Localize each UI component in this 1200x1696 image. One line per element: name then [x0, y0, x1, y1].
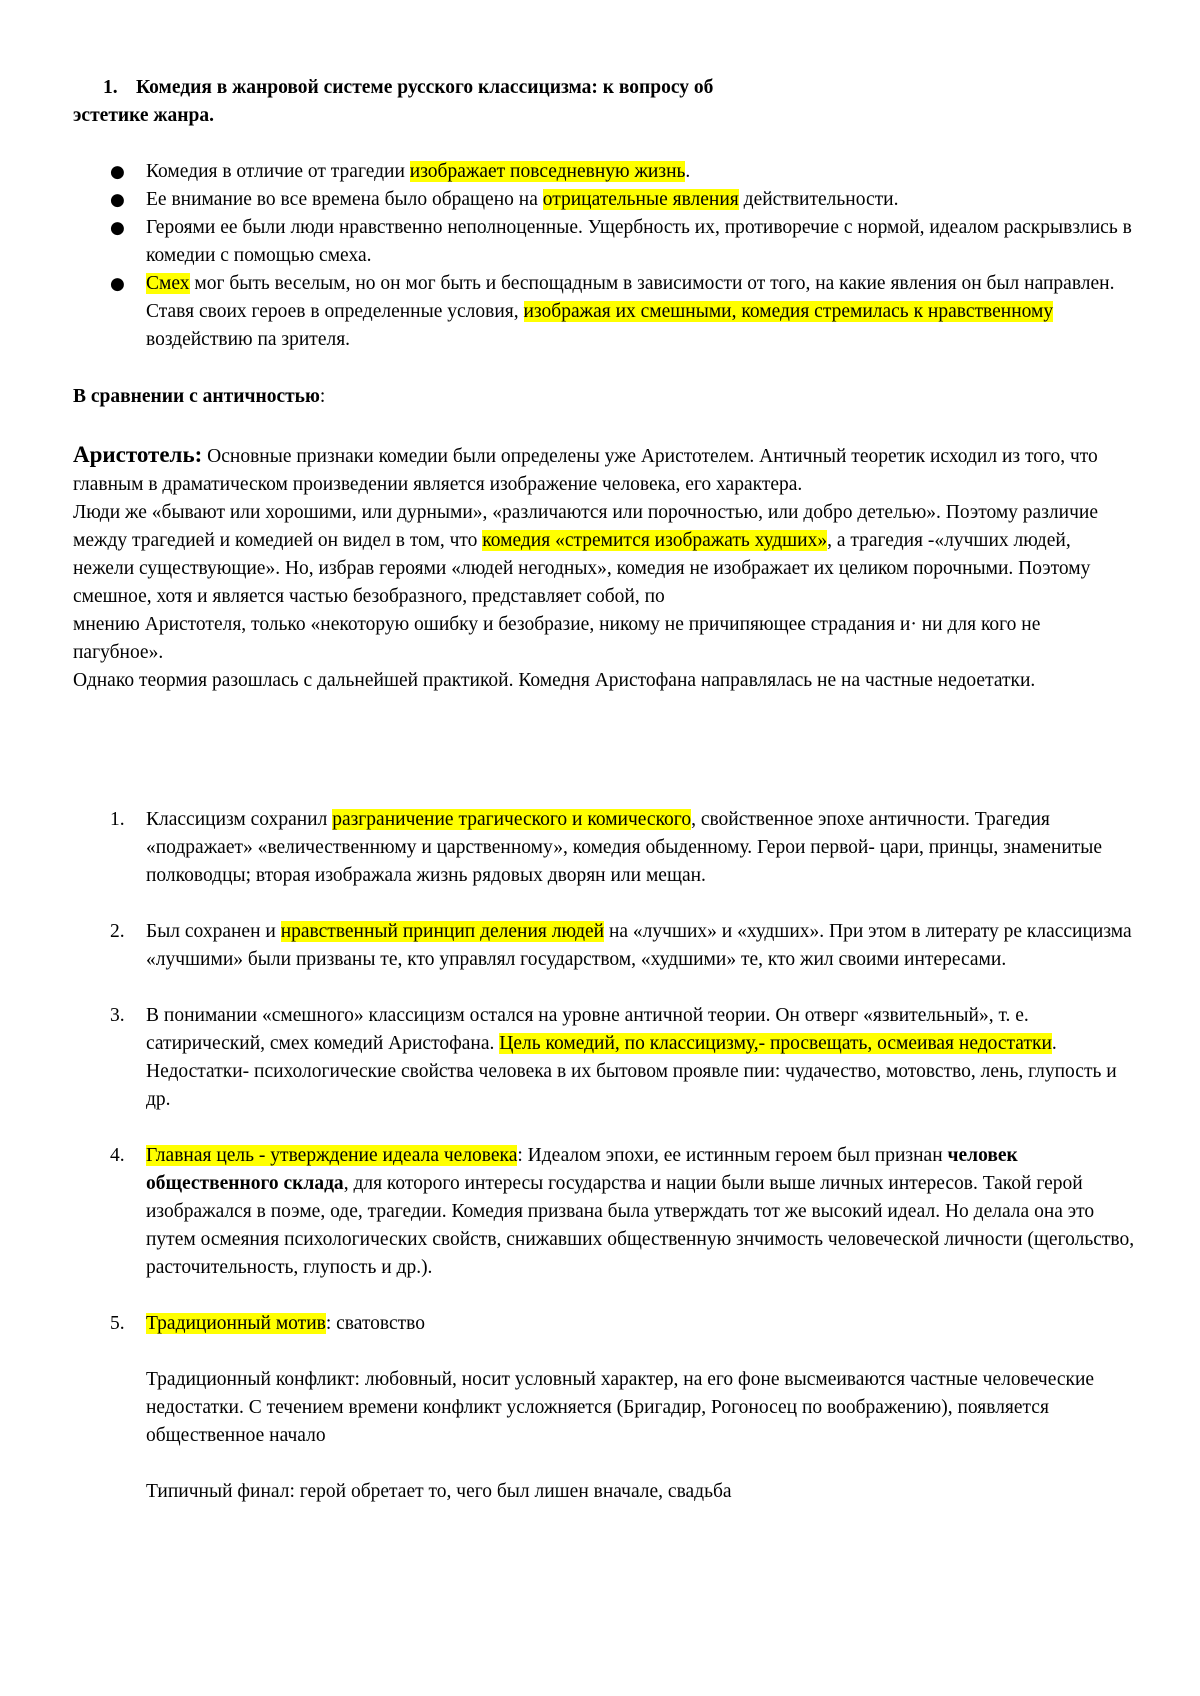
conflict-paragraph: Традиционный конфликт: любовный, носит условный характер, на его фоне высмеиваются частные человеческие недостатки. С течением времени конфликт усложняется (Бригадир, Рогоносец по воображению), появляется общественное начало: [146, 1369, 1095, 1446]
highlight: комедия «стремится изображать худших»: [482, 530, 828, 551]
highlight: Цель комедий, по классицизму,- просвещать, осмеивая недостатки: [499, 1033, 1052, 1054]
bold-phrase: человек общественного склада: [146, 1145, 1018, 1194]
bullet-icon: ●: [110, 274, 125, 294]
title-line2: эстетике жанра.: [73, 105, 215, 126]
list-item: ● Героями ее были люди нравственно неполноценные. Ущербность их, противоречие с нормой, идеалом раскрывзлись в комедии с помощью смеха.: [110, 214, 1140, 270]
highlight: разграничение трагического и комического: [332, 809, 692, 830]
item-number: 2.: [110, 921, 125, 942]
highlight: отрицательные явления: [542, 189, 739, 210]
list-item: 1. Классицизм сохранил разграничение трагического и комического, свойственное эпохе античности. Трагедия «подражает» «величественнюму и царственному», комедия обыденному. Герои первой- цари, принцы, знаменитые полководцы; вторая изображала жизнь рядовых дворян или мещан.: [110, 806, 1140, 890]
finale-paragraph: Типичный финал: герой обретает то, чего был лишен вначале, свадьба: [146, 1481, 732, 1502]
list-item: ● Смех мог быть веселым, но он мог быть и беспощадным в зависимости от того, на какие явления он был направлен. Ставя своих героев в определенные условия, изображая их смешными, комедия стремилась к нравственному воздействию па зрителя.: [110, 270, 1140, 354]
list-item: ● Комедия в отличие от трагедии изображает повседневную жизнь.: [110, 158, 1140, 186]
highlight: изображая их смешными, комедия стремилась к нравственному: [523, 301, 1054, 322]
aristotle-section: Аристотель: Основные признаки комедии были определены уже Аристотелем. Античный теоретик исходил из того, что главным в драматическом произведении является изображение человека, его характера. Люди же «бывают или хорошими, или дурными», «различаются или порочностью, или добро детелью». Поэтому различие между трагедией и комедией он видел в том, что комедия «стремится изображать худших», а трагедия -«лучших людей, нежели существующие». Но, избрав героями «людей негодных», комедия не изображает их целиком порочными. Поэтому смешное, хотя и является частью безобразного, представляет собой, по мнению Аристотеля, только «некоторую ошибку и безобразие, никому не причипяющее страдания и· ни для кого не пагубное». Однако теормия разошлась с дальнейшей практикой. Комедня Аристофана направлялась не на частные недоетатки.: [73, 442, 1098, 691]
highlight: Смех: [146, 273, 190, 294]
highlight: Традиционный мотив: [146, 1313, 326, 1334]
bullet-icon: ●: [110, 162, 125, 182]
list-item: 4. Главная цель - утверждение идеала человека: Идеалом эпохи, ее истинным героем был признан человек общественного склада, для которого интересы государства и нации были выше личных интересов. Такой герой изображался в поэме, оде, трагедии. Комедия призвана была утверждать тот же высокий идеал. Но делала она это путем осмеяния психологических свойств, снижавших общественную знчимость человеческой личности (щегольство, расточительность, глупость и др.).: [110, 1142, 1140, 1282]
list-item: 5. Традиционный мотив: сватовство Традиционный конфликт: любовный, носит условный характер, на его фоне высмеиваются частные человеческие недостатки. С течением времени конфликт усложняется (Бригадир, Рогоносец по воображению), появляется общественное начало Типичный финал: герой обретает то, чего был лишен вначале, свадьба: [110, 1310, 1140, 1506]
item-number: 3.: [110, 1005, 125, 1026]
highlight: изображает повседневную жизнь: [409, 161, 686, 182]
highlight: Главная цель - утверждение идеала человека: [146, 1145, 518, 1166]
list-item: 3. В понимании «смешного» классицизм остался на уровне античной теории. Он отверг «язвительный», т. е. сатирический, смех комедий Аристофана. Цель комедий, по классицизму,- просвещать, осмеивая недостатки. Недостатки- психологические свойства человека в их бытовом проявле пии: чудачество, мотовство, лень, глупость и др.: [110, 1002, 1140, 1114]
title-line1: Комедия в жанровой системе русского классицизма: к вопросу об: [136, 77, 714, 98]
title-number: 1.: [103, 77, 118, 98]
list-item: ● Ее внимание во все времена было обращено на отрицательные явления действительности.: [110, 186, 1140, 214]
item-number: 1.: [110, 809, 125, 830]
section-title: [73, 74, 973, 130]
bullet-icon: ●: [110, 190, 125, 210]
aristotle-lead: Аристотель:: [73, 442, 203, 467]
comparison-heading: В сравнении с античностью:: [73, 386, 326, 407]
highlight: нравственный принцип деления людей: [280, 921, 605, 942]
item-number: 4.: [110, 1145, 125, 1166]
bullet-list: [110, 158, 1140, 354]
list-item: 2. Был сохранен и нравственный принцип деления людей на «лучших» и «худших». При этом в литерату ре классицизма «лучшими» были призваны те, кто управлял государством, «худшими» те, кто жил своими интересами.: [110, 918, 1140, 974]
numbered-list: [110, 806, 1140, 1534]
item-number: 5.: [110, 1313, 125, 1334]
bullet-icon: ●: [110, 218, 125, 238]
